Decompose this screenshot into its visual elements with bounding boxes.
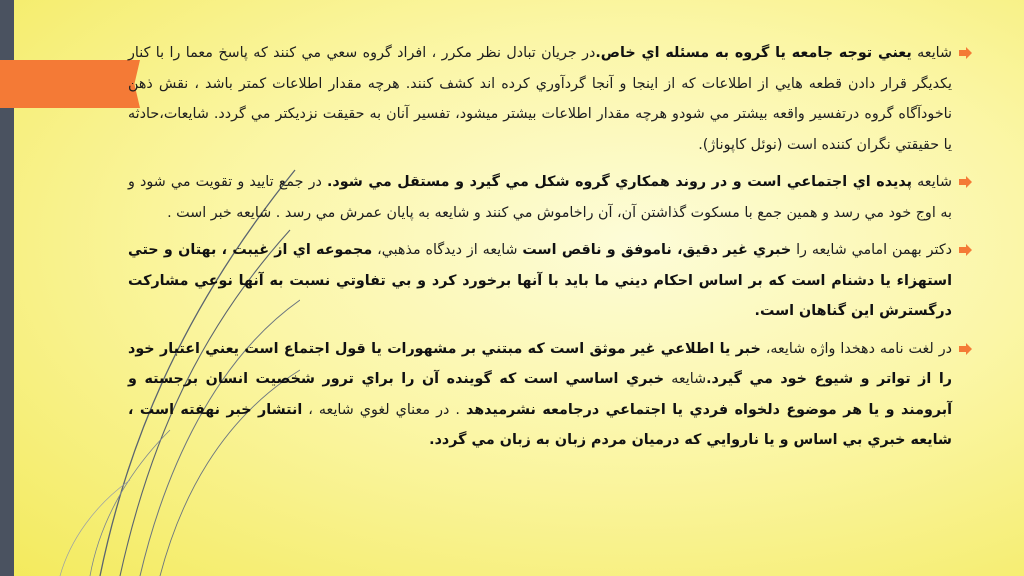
paragraph-2 bbox=[128, 167, 972, 228]
paragraph-text: . در معناي لغوي شايعه ، bbox=[302, 401, 466, 418]
paragraph-text: شايعه bbox=[911, 174, 953, 190]
paragraph-4 bbox=[128, 334, 972, 456]
arrow-right-icon bbox=[959, 244, 972, 256]
arrow-right-icon bbox=[959, 176, 972, 188]
paragraph-text: شايعه bbox=[664, 371, 707, 387]
paragraph-text: شايعه از ديدگاه مذهبي، bbox=[372, 242, 523, 258]
paragraph-1 bbox=[128, 38, 972, 160]
paragraph-bold-text: يعني توجه جامعه يا گروه به مسئله اي خاص. bbox=[595, 45, 912, 61]
paragraph-text: دكتر بهمن امامي شايعه را bbox=[791, 242, 953, 258]
paragraph-text: در جريان تبادل نظر مكرر ، افراد گروه سعي مي كنند كه پاسخ معما را با كنار يكديگر قرار دادن قطعه هايي از اطلاعات كه از اينجا و آنجا گردآوري كرده اند كشف كنند. هرچه مقدار اطلاعات كمتر باشد ، نقش ذهن ناخودآگاه گروه درتفسير واقعه بيشتر مي شودو هرچه مقدار اطلاعات بيشتر ميشود، تفسير آنان به حقيقت نزديكتر مي گردد. شايعات،حادثه يا حقيقتي نگران كننده است (نوئل كاپوناژ). bbox=[128, 45, 952, 153]
arrow-right-icon bbox=[959, 47, 972, 59]
paragraph-bold-text: خبري اساسي است كه گوينده آن را براي ترور شخصيت انسان برجسته و آبرومند و يا هر موضوع دلخواه فردي يا اجتماعي درجامعه نشرميدهد bbox=[128, 371, 952, 418]
paragraph-bold-text: خبر يا اطلاعي غير موثق است كه مبتني بر مشهورات يا قول اجتماع است يعني اعتبار خود را از تواتر و شيوع خود مي گيرد. bbox=[128, 340, 952, 387]
paragraph-bold-text: خبري غير دقيق، ناموفق و ناقص است bbox=[522, 242, 792, 258]
paragraph-3 bbox=[128, 235, 972, 327]
orange-accent-tab bbox=[0, 60, 140, 108]
arrow-right-icon bbox=[959, 343, 972, 355]
paragraph-bold-text: پديده اي اجتماعي است و در روند همكاري گروه شكل مي گيرد و مستقل مي شود. bbox=[326, 174, 912, 190]
slide-content bbox=[128, 38, 972, 463]
paragraph-bold-text: مجموعه اي از غيبت ، بهتان و حتي استهزاء يا دشنام است كه بر اساس احكام ديني ما بايد با آنها برخورد كرد و بي تفاوتي نسبت به آنها نوعي مشاركت درگسترش اين گناهان است. bbox=[128, 242, 952, 319]
paragraph-text: شايعه bbox=[911, 45, 953, 61]
paragraph-text: در جمع تاييد و تقويت مي شود و به اوج خود مي رسد و همين جمع با مسكوت گذاشتن آن، آن راخاموش مي كنند و شايعه به پايان عمرش مي رسد . شايعه خبر است . bbox=[128, 174, 952, 221]
paragraph-text: در لغت نامه دهخدا واژه شايعه، bbox=[760, 340, 952, 357]
paragraph-bold-text: انتشار خبر نهفته است ، شايعه خبري بي اساس و يا ناروايي كه درميان مردم زبان به زبان مي گردد. bbox=[128, 401, 952, 448]
